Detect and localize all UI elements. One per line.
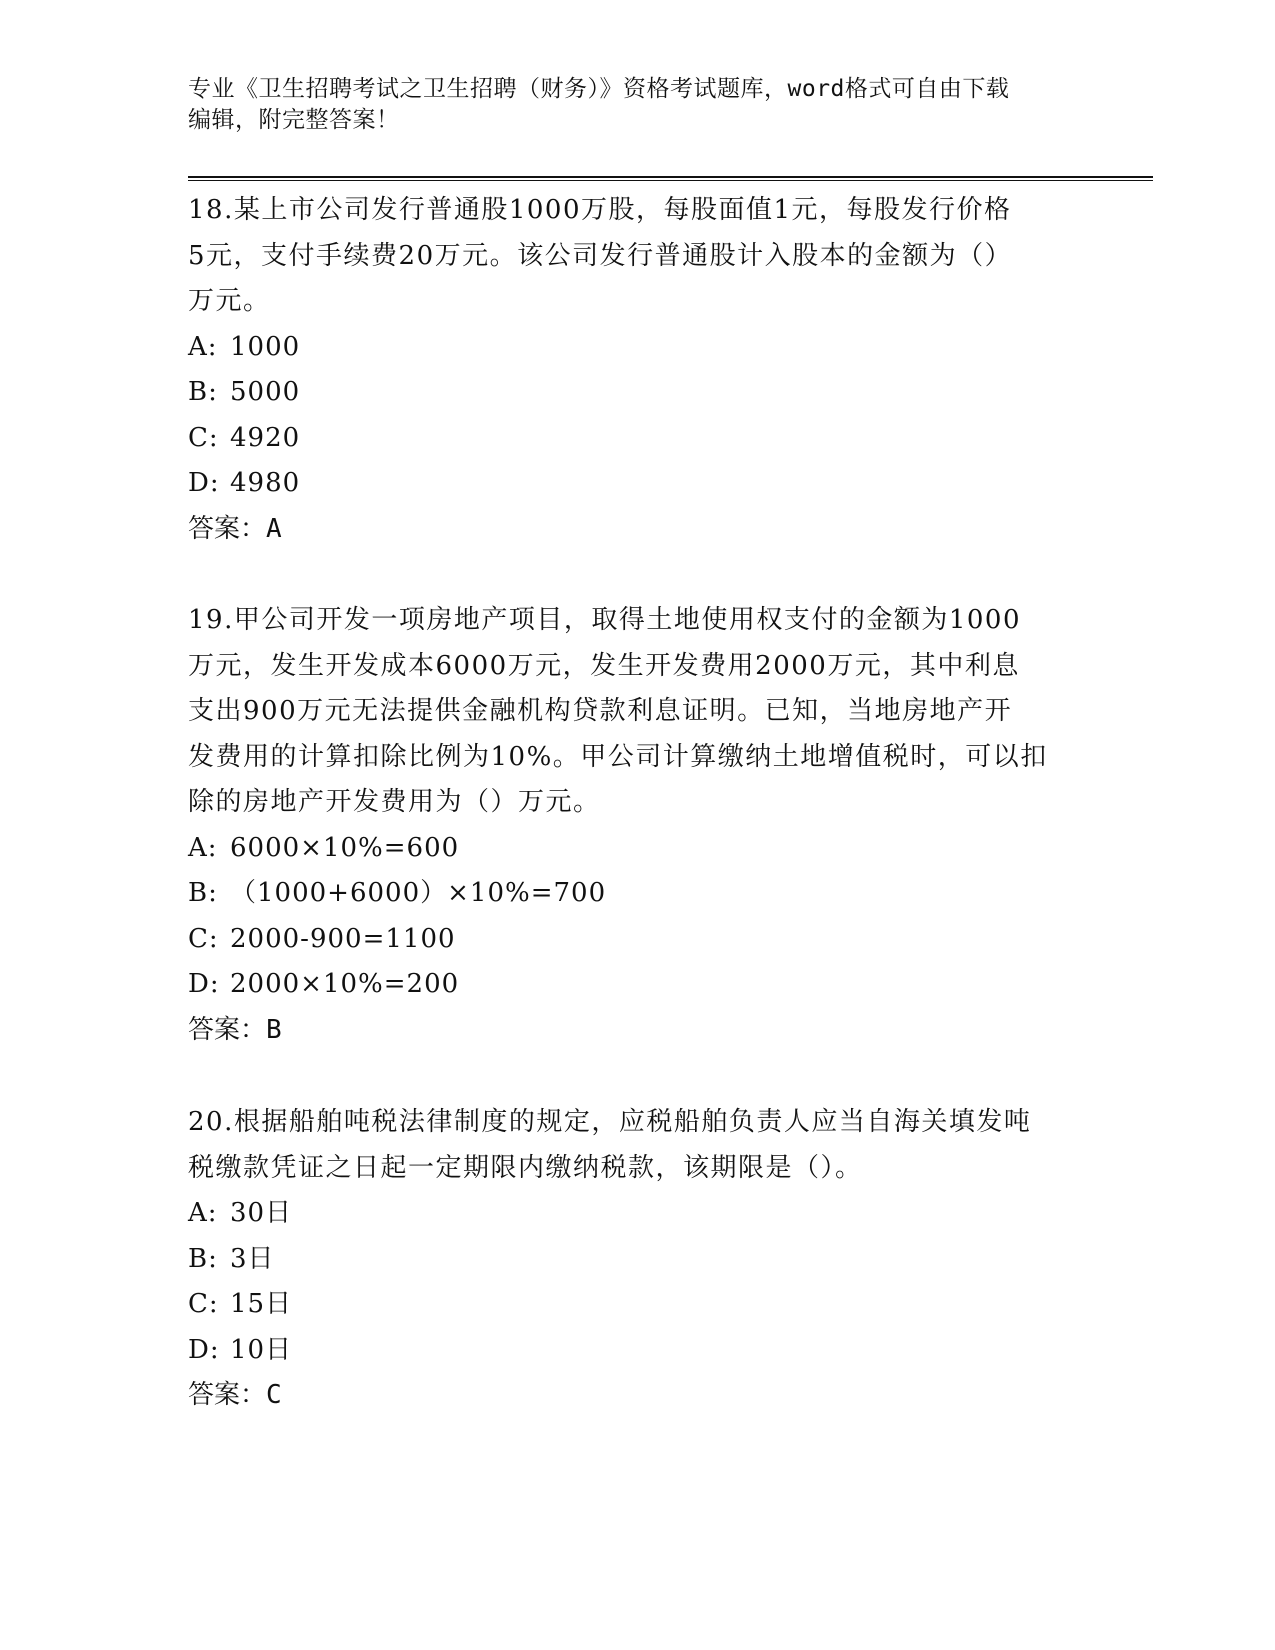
option-letter: C: (188, 1289, 219, 1319)
option-text: 4920 (230, 422, 301, 453)
option-c (188, 1282, 1088, 1328)
option-letter: A: (188, 1198, 218, 1228)
question-text-line: 万元。 (188, 286, 271, 316)
answer-key: 答案：B (188, 1014, 282, 1045)
option-a (188, 325, 1088, 371)
option-a (188, 826, 1088, 872)
question-text-line: 万元，发生开发成本6000万元，发生开发费用2000万元，其中利息 (188, 650, 1020, 681)
option-b (188, 370, 1088, 416)
option-letter: D: (188, 969, 220, 999)
question-18 (188, 188, 1088, 552)
option-c (188, 416, 1088, 462)
question-text-line: 19.甲公司开发一项房地产项目，取得土地使用权支付的金额为1000 (188, 605, 1022, 635)
option-b (188, 871, 1088, 917)
option-text: 30日 (230, 1198, 293, 1228)
option-letter: A: (188, 832, 218, 863)
option-c (188, 917, 1088, 963)
option-letter: B: (188, 878, 218, 908)
option-letter: D: (188, 1334, 220, 1365)
option-d (188, 1328, 1088, 1374)
option-text: 3日 (230, 1243, 275, 1274)
option-text: 4980 (230, 468, 301, 498)
option-a (188, 1191, 1088, 1237)
option-b (188, 1237, 1088, 1283)
question-text-line: 税缴款凭证之日起一定期限内缴纳税款，该期限是（）。 (188, 1152, 863, 1183)
option-text: 1000 (230, 331, 301, 362)
header-divider (188, 176, 1153, 181)
option-letter: C: (188, 923, 219, 954)
question-text-line: 18.某上市公司发行普通股1000万股，每股面值1元，每股发行价格 (188, 195, 1012, 225)
option-text: 15日 (230, 1289, 293, 1319)
option-d (188, 962, 1088, 1008)
question-text-line: 5元，支付手续费20万元。该公司发行普通股计入股本的金额为（） (188, 240, 1013, 271)
option-letter: D: (188, 468, 220, 498)
header-line-1: 专业《卫生招聘考试之卫生招聘（财务）》资格考试题库，word格式可自由下载 (188, 76, 1010, 102)
question-text-line: 除的房地产开发费用为（）万元。 (188, 787, 601, 817)
option-letter: B: (188, 1243, 218, 1274)
option-text: （1000+6000）×10%=700 (230, 878, 607, 908)
option-text: 6000×10%=600 (230, 832, 460, 863)
option-d (188, 461, 1088, 507)
answer-key: 答案：C (188, 1380, 282, 1410)
answer-key: 答案：A (188, 513, 282, 544)
document-header (188, 74, 1088, 136)
question-text-line: 发费用的计算扣除比例为10%。甲公司计算缴纳土地增值税时，可以扣 (188, 741, 1048, 772)
option-letter: A: (188, 331, 218, 362)
option-letter: B: (188, 377, 218, 407)
option-text: 10日 (230, 1334, 293, 1365)
question-text-line: 20.根据船舶吨税法律制度的规定，应税船舶负责人应当自海关填发吨 (188, 1107, 1032, 1137)
option-letter: C: (188, 422, 219, 453)
question-20 (188, 1100, 1088, 1419)
header-line-2: 编辑，附完整答案！ (188, 107, 400, 133)
option-text: 5000 (230, 377, 301, 407)
option-text: 2000×10%=200 (230, 969, 460, 999)
question-text-line: 支出900万元无法提供金融机构贷款利息证明。已知，当地房地产开 (188, 696, 1013, 726)
option-text: 2000-900=1100 (230, 923, 456, 954)
question-19 (188, 598, 1088, 1053)
